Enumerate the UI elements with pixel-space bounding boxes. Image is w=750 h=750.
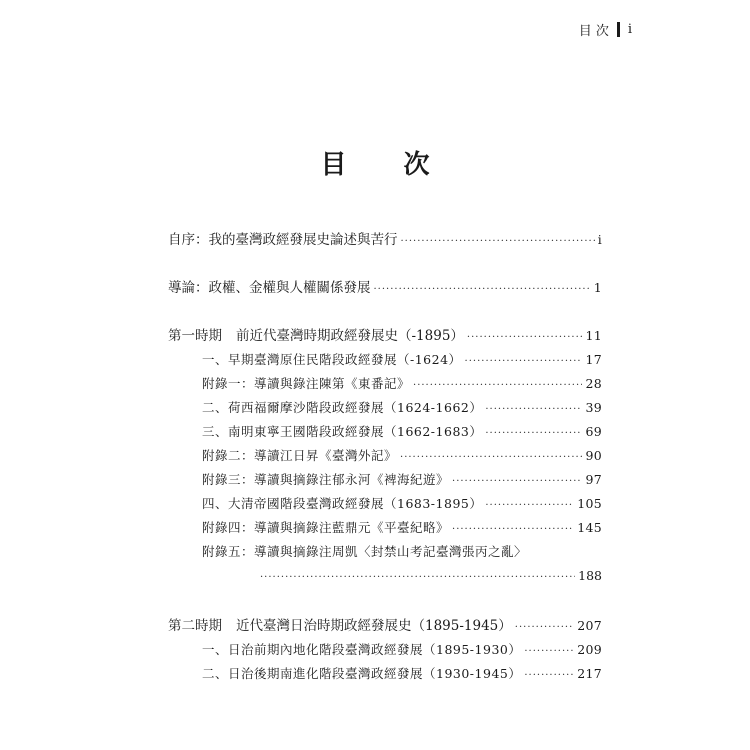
toc-subentry[interactable] — [202, 542, 602, 560]
dot-leader — [413, 380, 582, 391]
toc-period-label: 第二時期 — [168, 618, 222, 634]
toc-entry-period-1[interactable] — [168, 324, 602, 344]
toc-entry-page: 11 — [585, 328, 602, 343]
toc-entry-page: i — [597, 232, 602, 247]
toc-subentry[interactable] — [202, 640, 602, 658]
dot-leader — [374, 284, 591, 295]
toc-subentry[interactable] — [202, 374, 602, 392]
toc-subentry[interactable] — [202, 398, 602, 416]
dot-leader — [452, 524, 574, 535]
dot-leader — [465, 356, 583, 367]
toc-entry-label: 一、早期臺灣原住民階段政經發展（-1624） — [202, 352, 462, 367]
toc-entry-label: 導論：政權、金權與人權關係發展 — [168, 280, 371, 296]
toc-entry-page: 207 — [577, 618, 602, 633]
toc-entry-period-2[interactable] — [168, 614, 602, 634]
toc-entry-page: 188 — [578, 568, 602, 583]
toc-entry-page: 105 — [577, 496, 602, 511]
dot-leader — [400, 452, 582, 463]
toc-entry-label: 三、南明東寧王國階段政經發展（1662-1683） — [202, 424, 483, 439]
toc-entry-page: 39 — [585, 400, 602, 415]
toc-entry-page: 69 — [585, 424, 602, 439]
toc-entry-page: 1 — [593, 280, 602, 295]
toc-subentry[interactable] — [202, 470, 602, 488]
toc-entry-page: 209 — [577, 642, 602, 657]
toc-entry-label: 前近代臺灣時期政經發展史（-1895） — [236, 328, 464, 344]
toc-period-label: 第一時期 — [168, 328, 222, 344]
toc-entry-page: 217 — [577, 666, 602, 681]
page-title: 目 次 — [320, 150, 454, 180]
toc-subentry-continuation[interactable] — [260, 568, 602, 583]
toc-entry-label: 二、荷西福爾摩沙階段政經發展（1624-1662） — [202, 400, 483, 415]
toc-subentry[interactable] — [202, 664, 602, 682]
toc-entry-page: 28 — [585, 376, 602, 391]
dot-leader — [401, 236, 595, 247]
toc-entry-label: 附錄三：導讀與摘錄注郁永河《裨海紀遊》 — [202, 472, 450, 487]
toc-entry-label: 附錄四：導讀與摘錄注藍鼎元《平臺紀略》 — [202, 520, 450, 535]
toc-entry-page: 145 — [577, 520, 602, 535]
toc-subentry[interactable] — [202, 518, 602, 536]
toc-entry-label: 近代臺灣日治時期政經發展史（1895-1945） — [236, 618, 512, 634]
running-head-title: 目 次 — [578, 24, 609, 39]
dot-leader — [467, 332, 583, 343]
toc-entry-label: 自序：我的臺灣政經發展史論述與苦行 — [168, 232, 398, 248]
toc-entry-page: 90 — [585, 448, 602, 463]
toc-subentry[interactable] — [202, 446, 602, 464]
toc-entry-intro[interactable] — [168, 276, 602, 296]
running-head-divider — [617, 22, 620, 37]
dot-leader — [515, 622, 574, 633]
toc-entry-label: 一、日治前期內地化階段臺灣政經發展（1895-1930） — [202, 642, 522, 657]
toc-subentry[interactable] — [202, 422, 602, 440]
running-head — [579, 20, 632, 39]
dot-leader — [485, 500, 574, 511]
dot-leader — [524, 670, 574, 681]
dot-leader — [524, 646, 574, 657]
toc-entry-label: 附錄五：導讀與摘錄注周凱〈封禁山考記臺灣張丙之亂〉 — [202, 544, 528, 559]
dot-leader — [485, 404, 582, 415]
toc-subentry[interactable] — [202, 494, 602, 512]
toc-entry-page: 17 — [585, 352, 602, 367]
toc-entry-label: 附錄一：導讀與錄注陳第《東番記》 — [202, 376, 411, 391]
toc-subentry[interactable] — [202, 350, 602, 368]
dot-leader — [452, 476, 582, 487]
dot-leader — [485, 428, 582, 439]
dot-leader — [260, 572, 575, 583]
toc-entry-preface[interactable] — [168, 228, 602, 248]
toc-entry-label: 附錄二：導讀江日昇《臺灣外記》 — [202, 448, 398, 463]
toc-entry-label: 四、大清帝國階段臺灣政經發展（1683-1895） — [202, 496, 483, 511]
toc-entry-label: 二、日治後期南進化階段臺灣政經發展（1930-1945） — [202, 666, 522, 681]
toc-entry-page: 97 — [585, 472, 602, 487]
running-head-page-number: i — [627, 22, 632, 37]
